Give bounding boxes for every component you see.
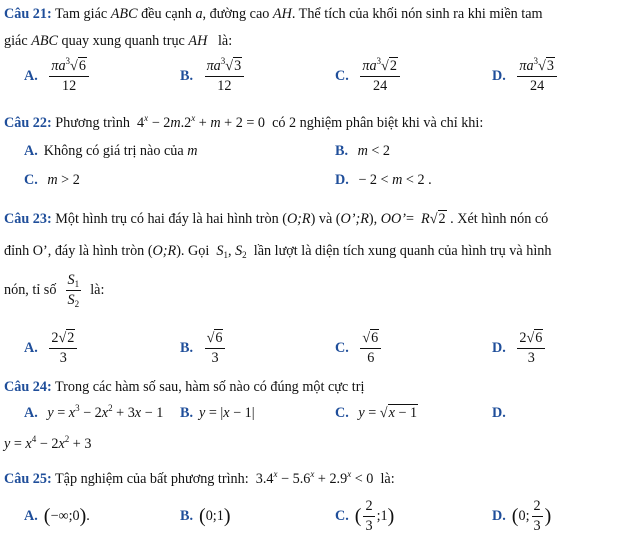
- q21-option-b[interactable]: B. $\frac{\pi a^3√3}{12}$: [180, 58, 246, 95]
- q23-line3: nón, tỉ số $\frac{S_1}{S_2}$ là:: [4, 272, 105, 309]
- q24-option-a[interactable]: A. $y = x^3 - 2x^2 + 3x - 1$: [24, 403, 164, 421]
- q21-label: Câu 21:: [4, 6, 52, 22]
- q25-option-b[interactable]: B. (0;1): [180, 505, 231, 527]
- q23-option-b[interactable]: B. $\frac{√6}{3}$: [180, 330, 227, 367]
- q24-option-d[interactable]: D.: [492, 405, 506, 421]
- q25-question: Câu 25: Tập nghiệm của bất phương trình: $3.4^x - 5.6^x + 2.9^x < 0$ là:: [4, 469, 395, 487]
- q22-option-a[interactable]: A. Không có giá trị nào của m: [24, 143, 198, 159]
- q22-option-b[interactable]: B. m < 2: [335, 143, 391, 159]
- q21-line1: Câu 21: Tam giác ABC đều cạnh a, đường cao AH. Thể tích của khối nón sinh ra khi miền tam: [4, 6, 543, 22]
- q23-line2: đỉnh O’, đáy là hình tròn (O;R). Gọi $S_1$, $S_2$ lần lượt là diện tích xung quanh của hình trụ và hình: [4, 243, 552, 260]
- q23-option-a[interactable]: A. $\frac{2√2}{3}$: [24, 330, 79, 367]
- q24-option-c[interactable]: C. y = √x − 1: [335, 405, 418, 421]
- q24-option-d-text: $y = x^4 - 2x^2 + 3$: [4, 434, 92, 452]
- q24-label: Câu 24:: [4, 379, 52, 395]
- q23-option-c[interactable]: C. $\frac{√6}{6}$: [335, 330, 383, 367]
- q23-label: Câu 23:: [4, 211, 52, 227]
- q22-option-d[interactable]: D. − 2 < m < 2 .: [335, 172, 432, 188]
- q23-line1: Câu 23: Một hình trụ có hai đáy là hai hình tròn (O;R) và (O’;R), OO’= R√2 . Xét hình nón có: [4, 211, 549, 227]
- q25-option-a[interactable]: A. (−∞;0).: [24, 505, 90, 527]
- q24-question: Câu 24: Trong các hàm số sau, hàm số nào có đúng một cực trị: [4, 379, 365, 395]
- q22-option-c[interactable]: C. m > 2: [24, 172, 80, 188]
- q25-label: Câu 25:: [4, 471, 52, 487]
- q24-option-b[interactable]: B. y = |x − 1|: [180, 405, 255, 421]
- q23-option-d[interactable]: D. $\frac{2√6}{3}$: [492, 330, 547, 367]
- q21-option-d[interactable]: D. $\frac{\pi a^3√3}{24}$: [492, 58, 559, 95]
- q25-option-c[interactable]: C. ( $\frac{2}{3}$ ;1): [335, 498, 395, 534]
- q21-line2: giác ABC quay xung quanh trục AH là:: [4, 33, 233, 49]
- q22-label: Câu 22:: [4, 115, 52, 131]
- q25-option-d[interactable]: D. (0; $\frac{2}{3}$ ): [492, 498, 552, 534]
- q21-option-c[interactable]: C. $\frac{\pi a^3√2}{24}$: [335, 58, 402, 95]
- q21-option-a[interactable]: A. $\frac{\pi a^3√6}{12}$: [24, 58, 91, 95]
- q22-question: Câu 22: Phương trình $4^x - 2m.2^x + m + 2 = 0$ có 2 nghiệm phân biệt khi và chỉ khi:: [4, 113, 484, 131]
